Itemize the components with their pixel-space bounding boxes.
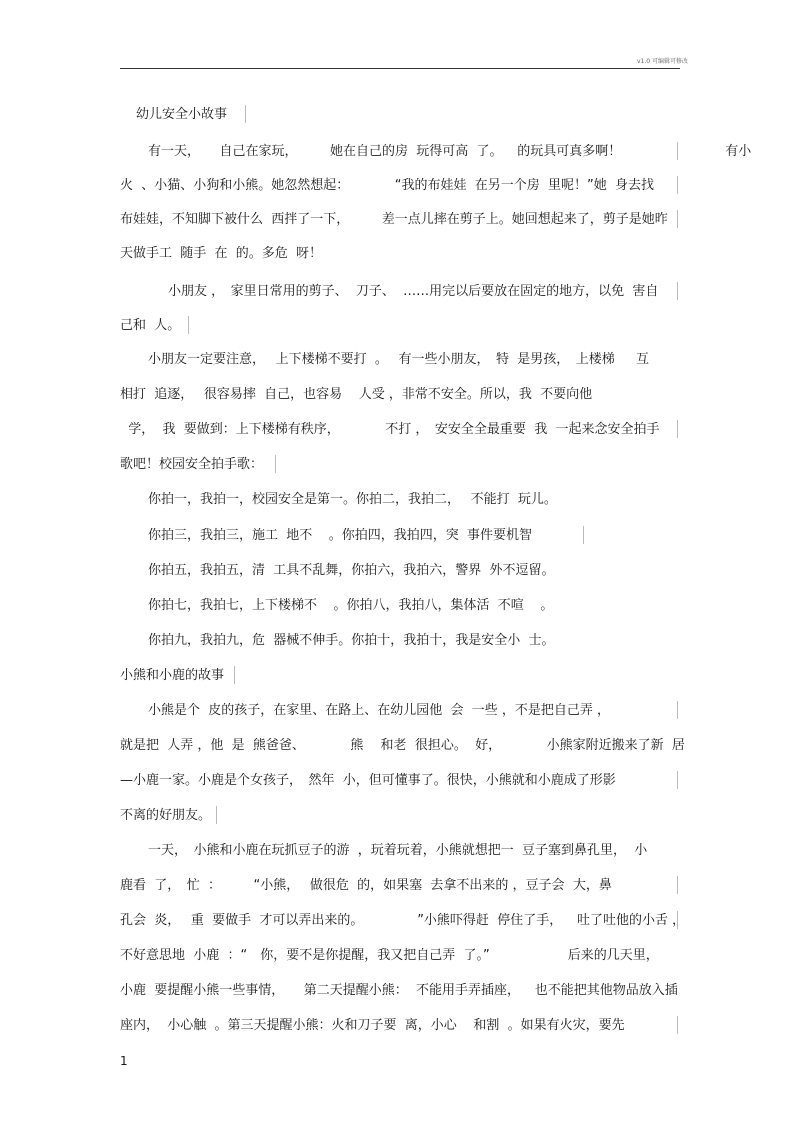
text-line: 小朋友 ， 家里日常用的剪子、 刀子、 ……用完以后要放在固定的地方，以免 害自 [168, 284, 659, 299]
page-number: 1 [120, 1054, 128, 1068]
edit-mark [677, 282, 678, 300]
edit-mark [216, 806, 217, 824]
text-line: 座内， 小心触 。第三天提醒小熊：火和刀子要 离，小心 和割 。如果有火灾，要先 [120, 1018, 625, 1033]
text-line: 就是把 人弄 ，他 是 熊爸爸、 熊 和老 很担心。 好， 小熊家附近搬来了新 居 [120, 738, 685, 753]
chant-line: 你拍五，我拍五，清 工具不乱舞，你拍六，我拍六，警界 外不逗留。 [148, 563, 555, 578]
text-line: 不离的好朋友。 [120, 808, 212, 823]
edit-mark [677, 771, 678, 789]
text-line: 一天， 小熊和小鹿在玩抓豆子的游 ，玩着玩着，小熊就想把一 豆子塞到鼻孔里， 小 [148, 843, 648, 858]
edit-mark [245, 105, 246, 123]
header-rule [120, 68, 680, 69]
text-line: 小熊是个 皮的孩子，在家里、在路上、在幼儿园他 会 一些 ，不是把自己弄 ， [148, 703, 611, 718]
text-line: 不好意思地 小鹿 ：“ 你，要不是你提醒，我又把自己弄 了。” 后来的几天里， [120, 948, 659, 963]
edit-mark [677, 420, 678, 438]
text-line: 布娃娃，不知脚下被什么 西拌了一下， 差一点儿摔在剪子上。她回想起来了，剪子是她昨 [120, 212, 668, 227]
chant-line: 你拍九，我拍九，危 器械不伸手。你拍十，我拍十，我是安全小 士。 [148, 633, 555, 648]
edit-mark [188, 316, 189, 334]
text-line: 歌吧！校园安全拍手歌： [120, 457, 264, 472]
text-line: 小鹿 要提醒小熊一些事情， 第二天提醒小熊： 不能用手弄插座， 也不能把其他物品放入插 [120, 983, 678, 998]
edit-mark [583, 526, 584, 544]
edit-mark [677, 876, 678, 894]
header-version-text: v1.0 可编辑可修改 [636, 58, 688, 65]
edit-mark [275, 455, 276, 473]
text-line: 有一天， 自己在家玩， 她在自己的房 玩得可高 了。 的玩具可真多啊！ 有小 [148, 144, 752, 159]
edit-mark [677, 176, 678, 194]
section-title: 小熊和小鹿的故事 [120, 668, 225, 683]
chant-line: 你拍三，我拍三，施工 地不 。你拍四，我拍四，突 事件要机智 [148, 528, 533, 543]
text-line: 己和 人。 [120, 318, 181, 333]
text-line: 相打 追逐， 很容易摔 自己，也容易 人受 ，非常不安全。所以，我 不要向他 [120, 387, 593, 402]
edit-mark [677, 142, 678, 160]
text-line: 鹿看 了， 忙 ： “小熊， 做很危 的，如果塞 去拿不出来的 ，豆子会 大，鼻 [120, 878, 612, 893]
edit-mark [677, 1016, 678, 1034]
text-line: 孔会 炎， 重 要做手 才可以弄出来的。 ”小熊吓得赶 停住了手， 吐了吐他的小舌 ， [120, 913, 686, 928]
text-line: 天做手工 随手 在 的。多危 呀！ [120, 246, 323, 261]
text-line: —小鹿一家。小鹿是个女孩子， 然年 小，但可懂事了。很快，小熊就和小鹿成了形影 [120, 773, 616, 788]
edit-mark [677, 210, 678, 228]
text-line: 火 、小猫、小狗和小熊。她忽然想起： “我的布娃娃 在另一个房 里呢！”她 身去找 [120, 178, 655, 193]
edit-mark [677, 911, 678, 929]
edit-mark [677, 701, 678, 719]
text-line: 小朋友一定要注意， 上下楼梯不要打 。 有一些小朋友， 特 是男孩， 上楼梯 互 [148, 352, 650, 367]
chant-line: 你拍一，我拍一，校园安全是第一。你拍二，我拍二， 不能打 玩儿。 [148, 492, 557, 507]
text-line: 学， 我 要做到：上下楼梯有秩序， 不打 ， 安安全全最重要 我 一起来念安全拍手 [120, 422, 660, 437]
chant-line: 你拍七，我拍七，上下楼梯不 。你拍八，我拍八，集体活 不喧 。 [148, 598, 554, 613]
section-title: 幼儿安全小故事 [136, 107, 228, 122]
edit-mark [234, 666, 235, 684]
